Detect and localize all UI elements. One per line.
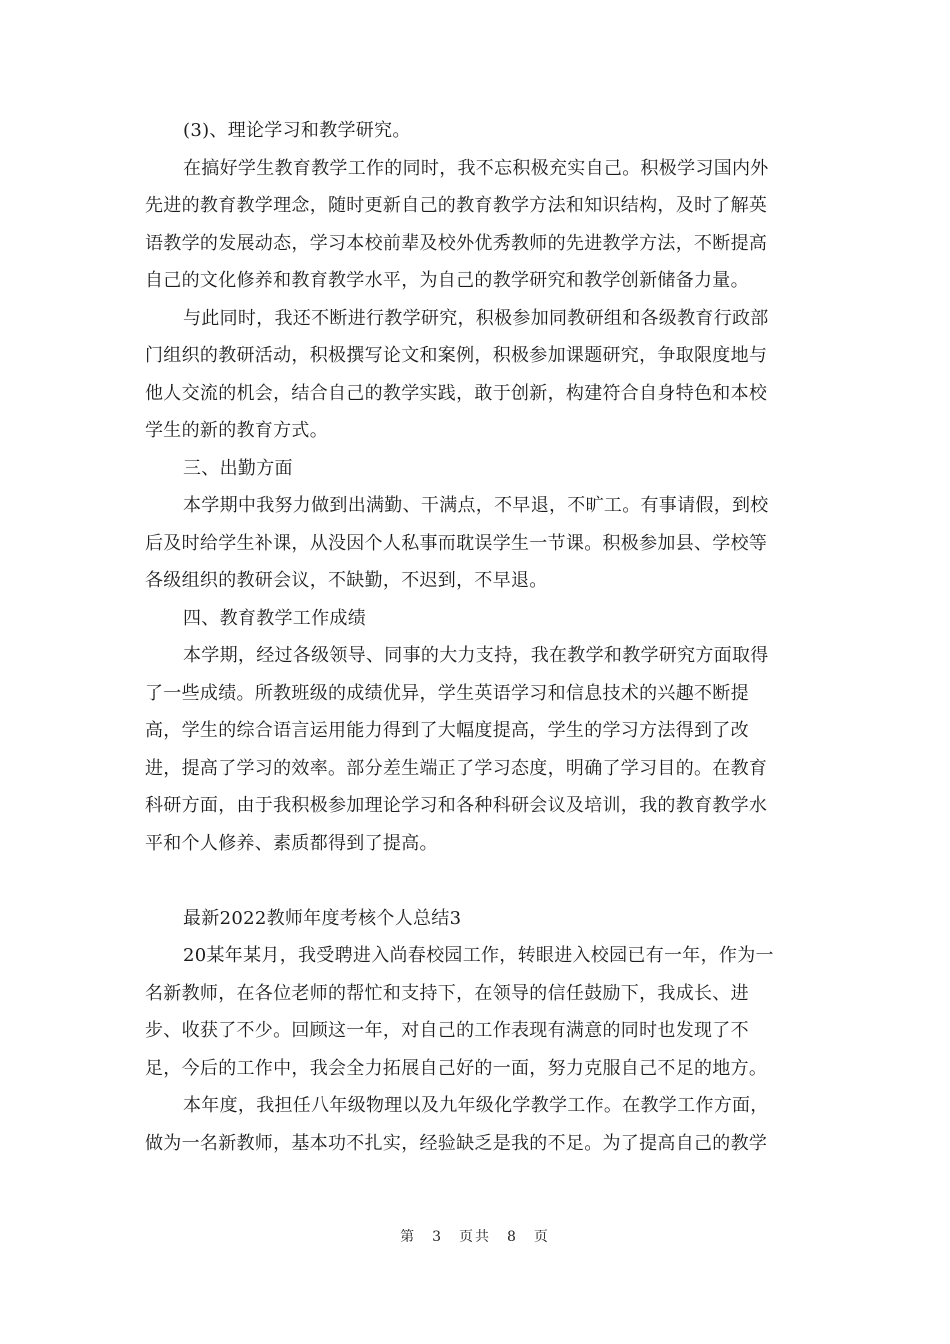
text-line: 与此同时，我还不断进行教学研究，积极参加同教研组和各级教育行政部 bbox=[183, 307, 769, 329]
footer-middle: 页共 bbox=[459, 1229, 491, 1245]
text-line: 自己的文化修养和教育教学水平，为自己的教学研究和教学创新储备力量。 bbox=[145, 270, 749, 291]
text-line: 最新2022教师年度考核个人总结3 bbox=[183, 907, 462, 929]
text-line: 语教学的发展动态，学习本校前辈及校外优秀教师的先进教学方法，不断提高 bbox=[145, 232, 768, 254]
text-line: 高，学生的综合语言运用能力得到了大幅度提高，学生的学习方法得到了改 bbox=[145, 720, 749, 741]
text-line: 在搞好学生教育教学工作的同时，我不忘积极充实自己。积极学习国内外 bbox=[183, 157, 769, 179]
text-line: 20某年某月，我受聘进入尚春校园工作，转眼进入校园已有一年，作为一 bbox=[183, 945, 774, 966]
footer-prefix: 第 bbox=[400, 1229, 417, 1245]
text-line: 进，提高了学习的效率。部分差生端正了学习态度，明确了学习目的。在教育 bbox=[145, 757, 768, 779]
page-footer bbox=[0, 1226, 950, 1246]
text-line: 平和个人修养、素质都得到了提高。 bbox=[145, 832, 438, 854]
text-line: 本学期，经过各级领导、同事的大力支持，我在教学和教学研究方面取得 bbox=[183, 645, 769, 666]
text-line: 步、收获了不少。回顾这一年，对自己的工作表现有满意的同时也发现了不 bbox=[145, 1020, 749, 1041]
text-line: 本年度，我担任八年级物理以及九年级化学教学工作。在教学工作方面， bbox=[183, 1095, 769, 1116]
text-line: 各级组织的教研会议，不缺勤，不迟到，不早退。 bbox=[145, 570, 548, 591]
text-line: 足，今后的工作中，我会全力拓展自己好的一面，努力克服自己不足的地方。 bbox=[145, 1057, 768, 1079]
footer-current-page: 3 bbox=[432, 1229, 443, 1245]
text-line: 三、出勤方面 bbox=[183, 457, 293, 479]
text-line: 学生的新的教育方式。 bbox=[145, 420, 328, 441]
blank-line bbox=[145, 862, 807, 900]
text-line: (3)、理论学习和教学研究。 bbox=[183, 120, 411, 141]
text-line: 他人交流的机会，结合自己的教学实践，敢于创新，构建符合自身特色和本校 bbox=[145, 382, 768, 404]
text-line: 后及时给学生补课，从没因个人私事而耽误学生一节课。积极参加县、学校等 bbox=[145, 532, 768, 554]
text-line: 了一些成绩。所教班级的成绩优异，学生英语学习和信息技术的兴趣不断提 bbox=[145, 682, 749, 704]
footer-total-pages: 8 bbox=[507, 1229, 518, 1245]
text-line: 做为一名新教师，基本功不扎实，经验缺乏是我的不足。为了提高自己的教学 bbox=[145, 1132, 768, 1154]
text-line: 名新教师，在各位老师的帮忙和支持下，在领导的信任鼓励下，我成长、进 bbox=[145, 982, 749, 1004]
text-line: 四、教育教学工作成绩 bbox=[183, 607, 366, 629]
text-line: 先进的教育教学理念，随时更新自己的教育教学方法和知识结构，及时了解英 bbox=[145, 195, 768, 216]
footer-suffix: 页 bbox=[533, 1229, 550, 1245]
document-body bbox=[145, 112, 807, 1162]
text-line: 本学期中我努力做到出满勤、干满点，不早退，不旷工。有事请假，到校 bbox=[183, 495, 769, 516]
text-line: 科研方面，由于我积极参加理论学习和各种科研会议及培训，我的教育教学水 bbox=[145, 795, 768, 816]
text-line: 门组织的教研活动，积极撰写论文和案例，积极参加课题研究，争取限度地与 bbox=[145, 345, 768, 366]
